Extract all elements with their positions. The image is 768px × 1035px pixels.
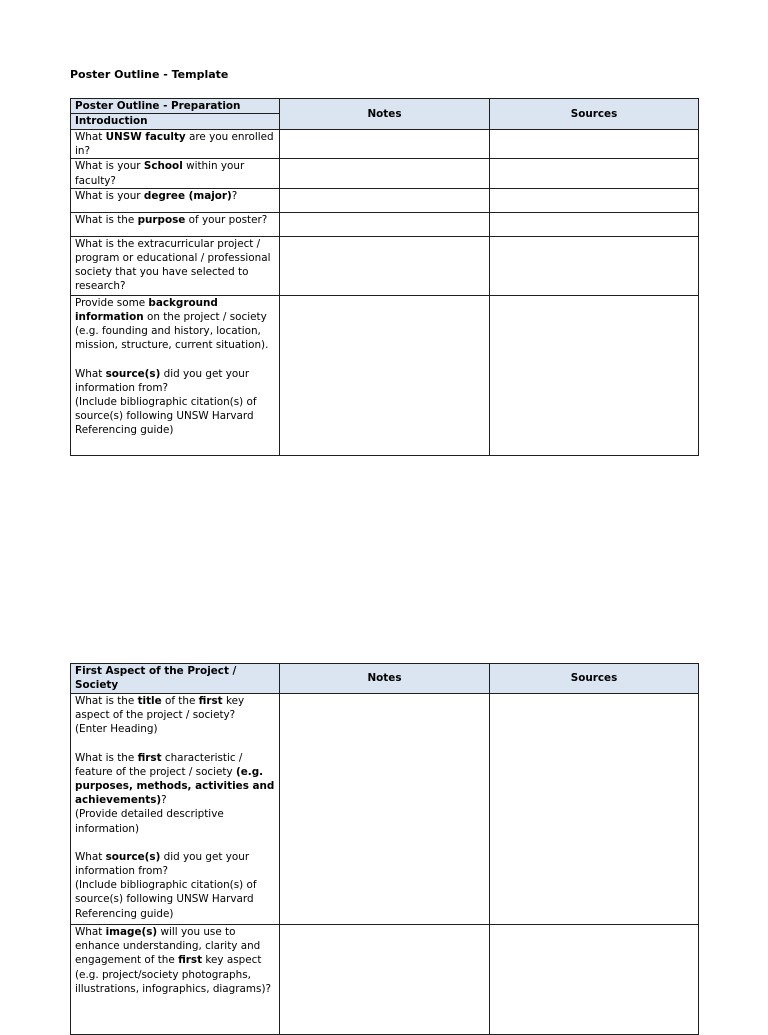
notes-cell[interactable] xyxy=(280,694,490,925)
notes-cell[interactable] xyxy=(280,159,490,188)
introduction-table xyxy=(70,98,699,456)
header-question-cell xyxy=(71,99,280,130)
sources-cell[interactable] xyxy=(490,694,699,925)
table-row xyxy=(71,130,699,159)
table-row xyxy=(71,925,699,1035)
header-preparation: Poster Outline - Preparation xyxy=(71,99,279,114)
sources-cell[interactable] xyxy=(490,188,699,212)
table-row xyxy=(71,212,699,236)
notes-cell[interactable] xyxy=(280,188,490,212)
header-sources: Sources xyxy=(490,99,699,130)
table-header-row xyxy=(71,99,699,130)
header-notes: Notes xyxy=(280,664,490,694)
question-school: What is your School within your faculty? xyxy=(71,159,280,188)
notes-cell[interactable] xyxy=(280,236,490,295)
table-row xyxy=(71,295,699,455)
sources-cell[interactable] xyxy=(490,212,699,236)
question-faculty: What UNSW faculty are you enrolled in? xyxy=(71,130,280,159)
table-row xyxy=(71,694,699,925)
header-sources: Sources xyxy=(490,664,699,694)
question-project: What is the extracurricular project / program or educational / professional society that you have selected to research? xyxy=(71,236,280,295)
notes-cell[interactable] xyxy=(280,925,490,1035)
table-row xyxy=(71,236,699,295)
header-first-aspect: First Aspect of the Project / Society xyxy=(71,664,280,694)
table-row xyxy=(71,159,699,188)
sources-cell[interactable] xyxy=(490,295,699,455)
notes-cell[interactable] xyxy=(280,295,490,455)
sources-cell[interactable] xyxy=(490,925,699,1035)
header-introduction: Introduction xyxy=(75,115,148,127)
sources-cell[interactable] xyxy=(490,159,699,188)
question-background: Provide some background information on the project / society (e.g. founding and history, location, mission, structure, current situation). What source(s) did you get your information from? (Include bibliographic citation(s) of source(s) following UNSW Harvard Referencing guide) xyxy=(71,295,280,455)
document-title: Poster Outline - Template xyxy=(70,68,229,81)
table-row xyxy=(71,188,699,212)
table-header-row xyxy=(71,664,699,694)
notes-cell[interactable] xyxy=(280,212,490,236)
header-notes: Notes xyxy=(280,99,490,130)
sources-cell[interactable] xyxy=(490,236,699,295)
question-first-aspect: What is the title of the first key aspect of the project / society? (Enter Heading) What is the first characteristic / feature of the project / society (e.g. purposes, methods, activities and achievements)? (Provide detailed descriptive information) What source(s) did you get your information from? (Include bibliographic citation(s) of source(s) following UNSW Harvard Referencing guide) xyxy=(71,694,280,925)
notes-cell[interactable] xyxy=(280,130,490,159)
question-degree: What is your degree (major)? xyxy=(71,188,280,212)
question-purpose: What is the purpose of your poster? xyxy=(71,212,280,236)
first-aspect-table xyxy=(70,663,699,1035)
sources-cell[interactable] xyxy=(490,130,699,159)
question-images: What image(s) will you use to enhance understanding, clarity and engagement of the first key aspect (e.g. project/society photographs, illustrations, infographics, diagrams)? xyxy=(71,925,280,1035)
